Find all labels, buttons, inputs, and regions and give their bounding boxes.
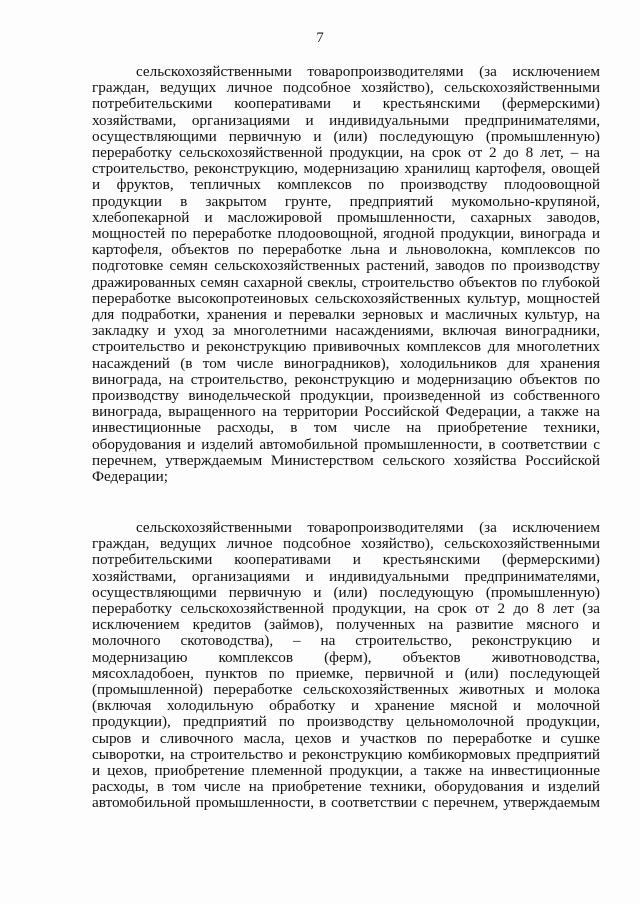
paragraph-line: винограда, выращенного на территории Российской Федерации, а также на bbox=[92, 404, 600, 421]
paragraph-line: (промышленной) переработке сельскохозяйственных животных и молока bbox=[92, 682, 600, 699]
paragraph-line: переработку сельскохозяйственной продукции, на срок от 2 до 8 лет (за bbox=[92, 601, 600, 618]
paragraph-line: (включая холодильную обработку и хранение мясной и молочной bbox=[92, 698, 600, 715]
paragraph-line: винограда, на строительство, реконструкцию и модернизацию объектов по bbox=[92, 371, 600, 388]
paragraph-line: перечнем, утверждаемым Министерством сельского хозяйства Российской bbox=[92, 452, 600, 469]
paragraph-line: граждан, ведущих личное подсобное хозяйство), сельскохозяйственными bbox=[92, 80, 600, 97]
paragraph-line: потребительскими кооперативами и крестьянскими (фермерскими) bbox=[92, 96, 600, 113]
paragraph-line: сельскохозяйственными товаропроизводителями (за исключением bbox=[136, 64, 600, 80]
paragraph-line: подготовке семян сельскохозяйственных растений, заводов по производству bbox=[92, 258, 600, 275]
paragraph-line: производству винодельческой продукции, произведенной из собственного bbox=[92, 388, 600, 405]
paragraph-line: сыров и сливочного масла, цехов и участков по переработке и сушке bbox=[92, 730, 600, 747]
paragraph-line: хозяйствами, организациями и индивидуальными предпринимателями, bbox=[92, 112, 600, 129]
paragraph-line: продукции в закрытом грунте, предприятий мукомольно-крупяной, bbox=[92, 193, 600, 210]
paragraph-line: автомобильной промышленности, в соответствии с перечнем, утверждаемым bbox=[92, 795, 600, 812]
paragraph-2 bbox=[92, 520, 600, 812]
paragraph-line: дражированных семян сахарной свеклы, строительство объектов по глубокой bbox=[92, 274, 600, 291]
paragraph-line: мощностей по переработке плодоовощной, ягодной продукции, винограда и bbox=[92, 226, 600, 243]
paragraph-line: сельскохозяйственными товаропроизводителями (за исключением bbox=[136, 520, 600, 536]
paragraph-line: переработку сельскохозяйственной продукции, на срок от 2 до 8 лет, – на bbox=[92, 145, 600, 162]
paragraph-line: и фруктов, тепличных комплексов по производству плодоовощной bbox=[92, 177, 600, 194]
paragraph-line: хозяйствами, организациями и индивидуальными предпринимателями, bbox=[92, 568, 600, 585]
page-number: 7 bbox=[316, 30, 324, 46]
paragraph-line: хлебопекарной и масложировой промышленности, сахарных заводов, bbox=[92, 209, 600, 226]
paragraph-line: продукции), предприятий по производству цельномолочной продукции, bbox=[92, 714, 600, 731]
paragraph-line: исключением кредитов (займов), полученных на развитие мясного и bbox=[92, 617, 600, 634]
paragraph-line: мясохладобоен, пунктов по приемке, первичной и (или) последующей bbox=[92, 665, 600, 682]
paragraph-line: расходы, в том числе на приобретение техники, оборудования и изделий bbox=[92, 779, 600, 796]
paragraph-line: модернизацию комплексов (ферм), объектов животноводства, bbox=[92, 649, 600, 666]
paragraph-line: строительство и реконструкцию прививочных комплексов для многолетних bbox=[92, 339, 600, 356]
paragraph-line: насаждений (в том числе виноградников), холодильников для хранения bbox=[92, 355, 600, 372]
paragraph-line: строительство, реконструкцию, модернизацию хранилищ картофеля, овощей bbox=[92, 161, 600, 178]
paragraph-line: оборудования и изделий автомобильной промышленности, в соответствии с bbox=[92, 436, 600, 453]
paragraph-line: потребительскими кооперативами и крестьянскими (фермерскими) bbox=[92, 552, 600, 569]
paragraph-line: осуществляющими первичную и (или) последующую (промышленную) bbox=[92, 128, 600, 145]
paragraph-line: картофеля, объектов по переработке льна и льноволокна, комплексов по bbox=[92, 242, 600, 259]
paragraph-line: инвестиционные расходы, в том числе на приобретение техники, bbox=[92, 420, 600, 437]
paragraph-line: граждан, ведущих личное подсобное хозяйство), сельскохозяйственными bbox=[92, 536, 600, 553]
paragraph-line: Федерации; bbox=[92, 469, 168, 486]
paragraph-line: переработке высокопротеиновых сельскохозяйственных культур, мощностей bbox=[92, 290, 600, 307]
paragraph-line: сыворотки, на строительство и реконструкцию комбикормовых предприятий bbox=[92, 746, 600, 763]
paragraph-1 bbox=[92, 64, 600, 485]
paragraph-line: осуществляющими первичную и (или) последующую (промышленную) bbox=[92, 584, 600, 601]
paragraph-line: и цехов, приобретение племенной продукции, а также на инвестиционные bbox=[92, 763, 600, 780]
paragraph-line: для подработки, хранения и перевалки зерновых и масличных культур, на bbox=[92, 307, 600, 324]
paragraph-line: молочного скотоводства), – на строительство, реконструкцию и bbox=[92, 633, 600, 650]
paragraph-line: закладку и уход за многолетними насаждениями, включая виноградники, bbox=[92, 323, 600, 340]
